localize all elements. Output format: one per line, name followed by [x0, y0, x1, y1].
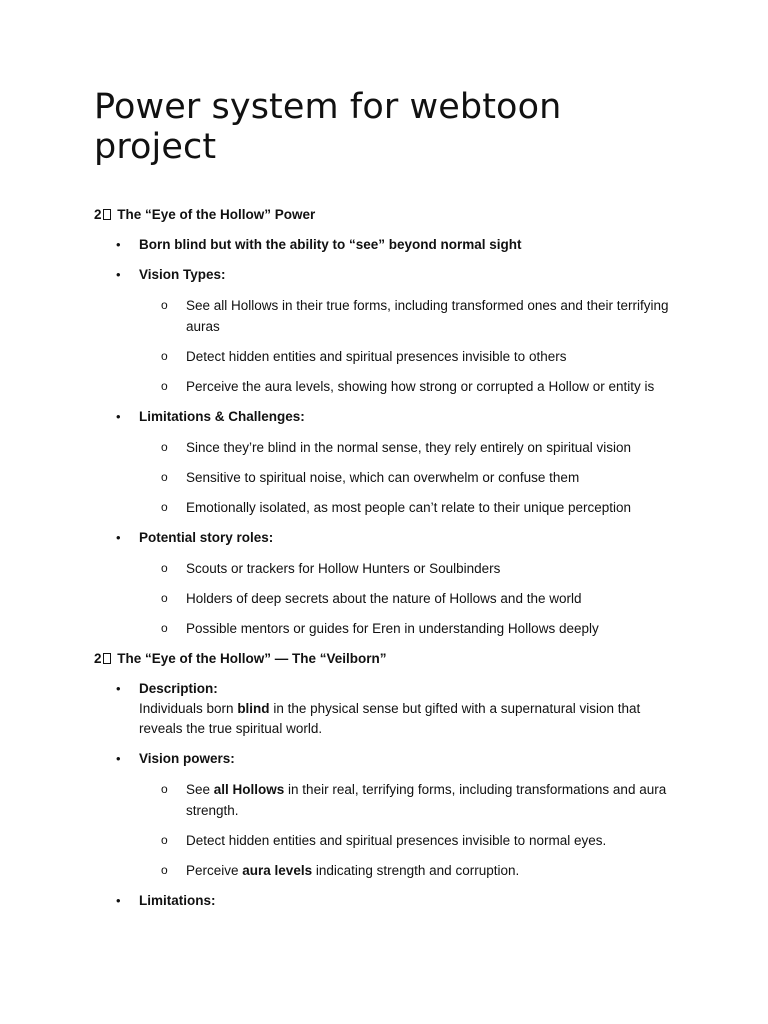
bullet-icon: • [116, 530, 121, 545]
section1-list [94, 235, 673, 639]
sublist-item-text: Detect hidden entities and spiritual presences invisible to normal eyes. [186, 833, 607, 848]
circle-bullet-icon: o [161, 500, 168, 514]
bullet-icon: • [116, 409, 121, 424]
heading-number: 2 [94, 207, 102, 222]
bullet-icon: • [116, 267, 121, 282]
circle-bullet-icon: o [161, 561, 168, 575]
list-item [94, 235, 673, 255]
emphasis-text: blind [237, 701, 270, 716]
circle-bullet-icon: o [161, 863, 168, 877]
sublist-item-text: Scouts or trackers for Hollow Hunters or Soulbinders [186, 561, 501, 576]
sublist-item [139, 860, 673, 881]
missing-glyph-icon [103, 653, 111, 664]
list-item-label: Limitations & Challenges: [139, 409, 305, 424]
sublist-item [139, 346, 673, 367]
heading-number: 2 [94, 651, 102, 666]
sublist [139, 295, 673, 397]
bullet-icon: • [116, 681, 121, 696]
sublist [139, 437, 673, 518]
circle-bullet-icon: o [161, 349, 168, 363]
bullet-icon: • [116, 893, 121, 908]
circle-bullet-icon: o [161, 833, 168, 847]
text-run: in their real, terrifying forms, including transformations and aura strength. [186, 782, 667, 818]
section2-list [94, 679, 673, 911]
sublist [139, 779, 673, 881]
list-item-label: Limitations: [139, 893, 216, 908]
list-item [94, 265, 673, 397]
list-item-label: Born blind but with the ability to “see” beyond normal sight [139, 237, 522, 252]
sublist-item [139, 779, 673, 821]
bullet-icon: • [116, 751, 121, 766]
list-item-label: Vision Types: [139, 267, 226, 282]
circle-bullet-icon: o [161, 621, 168, 635]
list-item-label: Potential story roles: [139, 530, 274, 545]
circle-bullet-icon: o [161, 470, 168, 484]
sublist-item [139, 588, 673, 609]
list-item [94, 749, 673, 881]
text-run: indicating strength and corruption. [312, 863, 520, 878]
sublist-item-text: Holders of deep secrets about the nature of Hollows and the world [186, 591, 582, 606]
sublist-item [139, 830, 673, 851]
circle-bullet-icon: o [161, 379, 168, 393]
description-text [139, 699, 673, 739]
text-run: See [186, 782, 214, 797]
sublist-item-text: Possible mentors or guides for Eren in understanding Hollows deeply [186, 621, 599, 636]
sublist-item [139, 467, 673, 488]
sublist-item [139, 295, 673, 337]
text-run: Individuals born [139, 701, 238, 716]
list-item [94, 407, 673, 518]
circle-bullet-icon: o [161, 782, 168, 796]
document-title: Power system for webtoon project [94, 87, 562, 167]
section-heading-veilborn [94, 649, 673, 669]
sublist-item [139, 376, 673, 397]
sublist-item-text: See all Hollows in their true forms, including transformed ones and their terrifying auras [186, 298, 669, 334]
list-item [94, 679, 673, 739]
list-item-label: Vision powers: [139, 751, 235, 766]
missing-glyph-icon [103, 209, 111, 220]
heading-text: The “Eye of the Hollow” — The “Veilborn” [113, 651, 387, 666]
sublist [139, 558, 673, 639]
sublist-item [139, 558, 673, 579]
sublist-item [139, 437, 673, 458]
text-run: in the physical sense but gifted with a supernatural vision that reveals the true spiritual world. [139, 701, 641, 736]
emphasis-text: aura levels [242, 863, 313, 878]
sublist-item-text: Sensitive to spiritual noise, which can overwhelm or confuse them [186, 470, 580, 485]
list-item [94, 528, 673, 639]
circle-bullet-icon: o [161, 440, 168, 454]
emphasis-text: all Hollows [213, 782, 285, 797]
sublist-item [139, 497, 673, 518]
sublist-item-text: Perceive the aura levels, showing how strong or corrupted a Hollow or entity is [186, 379, 655, 394]
sublist-item-text: Emotionally isolated, as most people can’t relate to their unique perception [186, 500, 632, 515]
sublist-item-text: Detect hidden entities and spiritual presences invisible to others [186, 349, 567, 364]
list-item [94, 891, 673, 911]
list-item-label: Description: [139, 681, 218, 696]
sublist-item [139, 618, 673, 639]
text-run: Perceive [186, 863, 243, 878]
sublist-item-text: Since they’re blind in the normal sense, they rely entirely on spiritual vision [186, 440, 631, 455]
section-heading-eye-of-the-hollow [94, 205, 673, 225]
bullet-icon: • [116, 237, 121, 252]
circle-bullet-icon: o [161, 298, 168, 312]
circle-bullet-icon: o [161, 591, 168, 605]
heading-text: The “Eye of the Hollow” Power [113, 207, 316, 222]
